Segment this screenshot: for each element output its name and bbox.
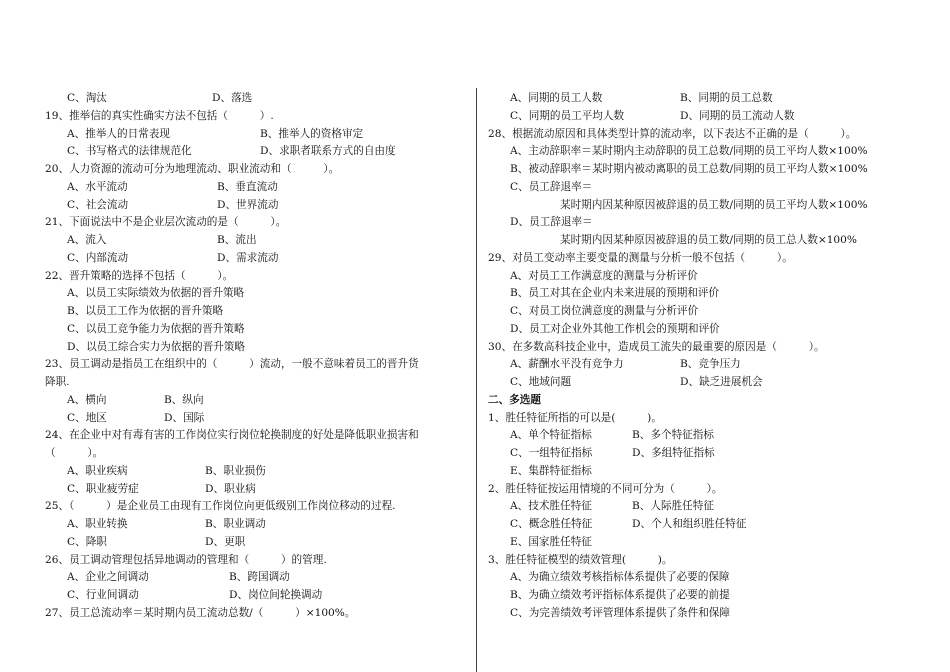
option-row [45, 126, 465, 144]
question-line: 29、对员工变动率主要变量的测量与分析一般不包括（ ）。 [488, 251, 793, 264]
option-text: B、职业调动 [205, 518, 266, 530]
question-line: 降职. [45, 376, 70, 388]
option-text: B、纵向 [164, 393, 204, 406]
question-line: 22、晋升策略的选择不包括（ ）。 [45, 269, 234, 282]
question-line: 21、下面说法中不是企业层次流动的是（ ）。 [45, 216, 287, 229]
column-divider [476, 88, 477, 672]
option-text: A、技术胜任特征 [510, 500, 592, 513]
option-row [488, 498, 918, 516]
option-text: A、流入 [67, 234, 107, 246]
option-text: A、薪酬水平没有竞争力 [510, 358, 624, 371]
option-text: C、职业疲劳症 [67, 482, 139, 495]
option-line: A、主动辞职率＝某时期内主动辞职的员工总数/同期的员工平均人数×100% [510, 145, 868, 158]
question-line: （ ）。 [45, 447, 104, 459]
option-line: D、以员工综合实力为依据的晋升策略 [67, 340, 245, 353]
option-text: B、同期的员工总数 [680, 92, 773, 104]
option-text: C、社会流动 [67, 198, 129, 211]
option-text: D、岗位间轮换调动 [229, 589, 323, 601]
option-text: B、多个特征指标 [632, 429, 714, 442]
option-text: B、人际胜任特征 [632, 500, 714, 513]
option-line: A、以员工实际绩效为依据的晋升策略 [67, 287, 245, 300]
question-line: 20、人力资源的流动可分为地理流动、职业流动和（ ）。 [45, 163, 340, 175]
option-line: E、集群特征指标 [510, 464, 592, 477]
option-row [488, 356, 918, 374]
option-text: D、同期的员工流动人数 [680, 109, 795, 122]
formula-line: 某时期内因某种原因被辞退的员工数/同期的员工平均人数×100% [560, 198, 868, 211]
option-text: A、职业疾病 [67, 464, 128, 477]
option-text: D、缺乏进展机会 [680, 376, 763, 388]
option-row [45, 392, 465, 410]
option-row [488, 445, 918, 463]
option-text: C、书写格式的法律规范化 [67, 145, 192, 158]
option-text: D、求职者联系方式的自由度 [260, 145, 396, 158]
option-text: D、个人和组织胜任特征 [632, 518, 747, 530]
option-row [45, 516, 465, 534]
question-line: 24、在企业中对有毒有害的工作岗位实行岗位轮换制度的好处是降低职业损害和 [45, 429, 419, 442]
option-text: B、竞争压力 [680, 358, 741, 371]
option-text: D、需求流动 [217, 251, 279, 264]
formula-line: 某时期内因某种原因被辞退的员工数/同期的员工总人数×100% [560, 234, 857, 246]
option-row [488, 90, 918, 108]
question-line: 3、胜任特征模型的绩效管理( )。 [488, 553, 673, 566]
option-text: A、单个特征指标 [510, 429, 592, 442]
option-line: C、对员工岗位满意度的测量与分析评价 [510, 305, 699, 317]
question-line: 2、胜任特征按运用情境的不同可分为（ ）。 [488, 482, 723, 495]
option-text: C、一组特征指标 [510, 447, 593, 459]
option-line: B、为确立绩效考评指标体系提供了必要的前提 [510, 589, 730, 601]
option-text: C、概念胜任特征 [510, 518, 593, 530]
option-row [45, 569, 465, 587]
option-text: B、垂直流动 [217, 180, 278, 193]
section-heading: 二、多选题 [488, 393, 541, 406]
option-text: D、国际 [164, 411, 205, 424]
question-line: 26、员工调动管理包括异地调动的管理和（ ）的管理. [45, 553, 327, 566]
option-row [45, 481, 465, 499]
option-row [488, 516, 918, 534]
option-text: D、职业病 [205, 482, 256, 495]
option-text: C、地域问题 [510, 376, 572, 388]
option-row [45, 410, 465, 428]
question-line: 27、员工总流动率＝某时期内员工流动总数/（ ）×100%。 [45, 606, 356, 619]
question-line: 28、根据流动原因和具体类型计算的流动率，以下表达不正确的是（ ）。 [488, 127, 857, 140]
question-line: 25、（ ）是企业员工由现有工作岗位向更低级别工作岗位移动的过程. [45, 500, 396, 513]
option-row [45, 232, 465, 250]
option-text: D、世界流动 [217, 198, 279, 211]
question-line: 23、员工调动是指员工在组织中的（ ）流动，一般不意味着员工的晋升货 [45, 358, 419, 371]
option-text: D、更职 [205, 535, 246, 548]
option-line: D、员工辞退率＝ [510, 216, 593, 229]
option-text: A、推举人的日常表现 [67, 127, 170, 140]
option-line: C、为完善绩效考评管理体系提供了条件和保障 [510, 606, 730, 619]
option-row [488, 108, 918, 126]
option-text: D、落选 [212, 92, 253, 104]
option-text: D、多组特征指标 [632, 447, 715, 459]
option-row [45, 197, 465, 215]
option-row [45, 534, 465, 552]
right-column [488, 90, 918, 623]
option-line: C、员工辞退率＝ [510, 180, 593, 193]
left-column [45, 90, 465, 623]
option-text: A、同期的员工人数 [510, 92, 603, 104]
option-text: B、流出 [217, 234, 257, 246]
option-row [45, 587, 465, 605]
option-line: E、国家胜任特征 [510, 535, 592, 548]
option-text: B、跨国调动 [229, 571, 290, 584]
option-text: C、降职 [67, 535, 107, 548]
option-line: A、为确立绩效考核指标体系提供了必要的保障 [510, 571, 730, 584]
question-line: 30、在多数高科技企业中，造成员工流失的最重要的原因是（ ）。 [488, 340, 825, 353]
option-text: A、横向 [67, 393, 107, 406]
option-text: B、职业损伤 [205, 464, 266, 477]
option-line: D、员工对企业外其他工作机会的预期和评价 [510, 322, 720, 335]
option-text: C、淘汰 [67, 92, 107, 104]
option-text: B、推举人的资格审定 [260, 127, 364, 140]
option-row [45, 143, 465, 161]
option-line: C、以员工竞争能力为依据的晋升策略 [67, 322, 245, 335]
option-line: B、员工对其在企业内未来进展的预期和评价 [510, 287, 720, 300]
option-row [45, 250, 465, 268]
option-row [488, 427, 918, 445]
option-text: A、职业转换 [67, 518, 128, 530]
option-text: C、地区 [67, 411, 107, 424]
option-text: C、同期的员工平均人数 [510, 109, 625, 122]
question-line: 19、推举信的真实性确实方法不包括（ ）. [45, 109, 274, 122]
option-text: A、水平流动 [67, 180, 128, 193]
option-row [488, 374, 918, 392]
option-row [45, 179, 465, 197]
question-line: 1、胜任特征所指的可以是( )。 [488, 411, 662, 424]
option-row [45, 463, 465, 481]
option-text: C、行业间调动 [67, 589, 139, 601]
option-text: A、企业之间调动 [67, 571, 149, 584]
option-line: B、以员工工作为依据的晋升策略 [67, 305, 224, 317]
option-text: C、内部流动 [67, 251, 129, 264]
option-line: A、对员工工作满意度的测量与分析评价 [510, 269, 698, 282]
option-line: B、被动辞职率＝某时期内被动离职的员工总数/同期的员工平均人数×100% [510, 163, 868, 175]
option-row [45, 90, 465, 108]
